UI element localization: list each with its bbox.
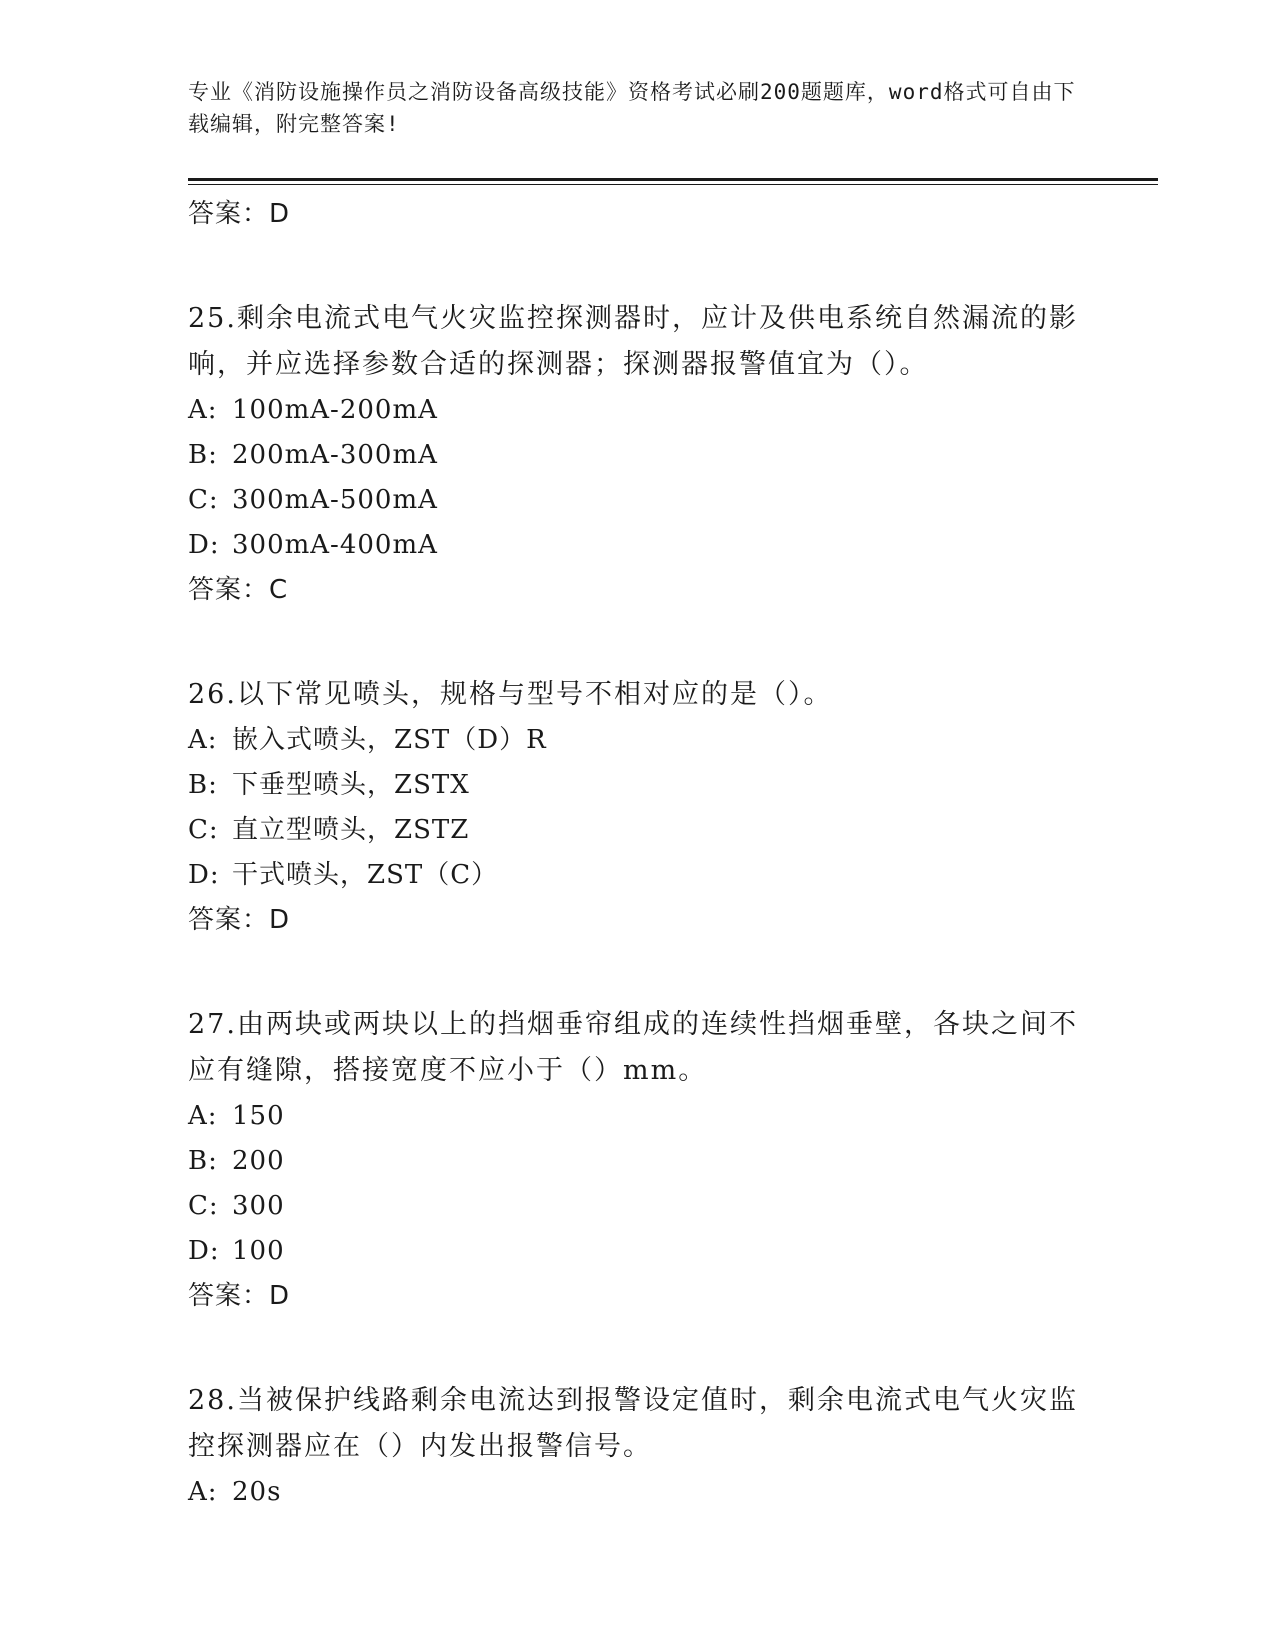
option-text: 100 — [232, 1236, 285, 1266]
option-c — [188, 478, 1088, 523]
header-rule-thin — [188, 184, 1158, 185]
question-list — [188, 192, 1088, 1515]
option-letter: D: — [188, 530, 220, 560]
option-text: 20s — [232, 1477, 282, 1507]
option-letter: A: — [188, 1101, 218, 1131]
option-letter: A: — [188, 725, 218, 755]
option-a — [188, 388, 1088, 433]
option-letter: B: — [188, 1146, 218, 1176]
option-letter: A: — [188, 395, 218, 425]
option-letter: C: — [188, 815, 219, 845]
option-letter: D: — [188, 1236, 220, 1266]
option-text: 100mA-200mA — [232, 395, 438, 425]
option-text: 干式喷头，ZST（C） — [232, 860, 499, 890]
option-letter: B: — [188, 770, 218, 800]
option-letter: D: — [188, 860, 220, 890]
question-stem: 26.以下常见喷头，规格与型号不相对应的是（）。 — [188, 679, 833, 710]
option-text: 300mA-500mA — [232, 485, 438, 515]
answer-line: 答案：C — [188, 575, 289, 605]
answer-line: 答案：D — [188, 1281, 291, 1311]
question-stem: 28.当被保护线路剩余电流达到报警设定值时，剩余电流式电气火灾监控探测器应在（）内发出报警信号。 — [188, 1385, 1078, 1462]
option-letter: C: — [188, 485, 219, 515]
question-27 — [188, 1002, 1088, 1318]
option-b — [188, 1139, 1088, 1184]
document-header: 专业《消防设施操作员之消防设备高级技能》资格考试必刷200题题库，word格式可自由下载编辑，附完整答案! — [188, 80, 1076, 136]
option-text: 300 — [232, 1191, 285, 1221]
question-25 — [188, 296, 1088, 612]
answer-line: 答案：D — [188, 905, 291, 935]
option-b — [188, 433, 1088, 478]
option-d — [188, 853, 1088, 898]
option-letter: B: — [188, 440, 218, 470]
question-stem: 27.由两块或两块以上的挡烟垂帘组成的连续性挡烟垂壁，各块之间不应有缝隙，搭接宽度不应小于（）mm。 — [188, 1009, 1078, 1086]
option-letter: C: — [188, 1191, 219, 1221]
option-c — [188, 1184, 1088, 1229]
option-text: 200mA-300mA — [232, 440, 438, 470]
option-a — [188, 1470, 1088, 1515]
question-28 — [188, 1378, 1088, 1515]
option-letter: A: — [188, 1477, 218, 1507]
option-a — [188, 1094, 1088, 1139]
option-text: 下垂型喷头，ZSTX — [232, 770, 470, 800]
option-a — [188, 718, 1088, 763]
header-rule-thick — [188, 178, 1158, 181]
option-text: 直立型喷头，ZSTZ — [232, 815, 470, 845]
option-d — [188, 523, 1088, 568]
question-26 — [188, 672, 1088, 942]
option-text: 200 — [232, 1146, 285, 1176]
option-d — [188, 1229, 1088, 1274]
option-text: 300mA-400mA — [232, 530, 438, 560]
question-stem: 25.剩余电流式电气火灾监控探测器时，应计及供电系统自然漏流的影响，并应选择参数合适的探测器；探测器报警值宜为（）。 — [188, 303, 1078, 380]
option-c — [188, 808, 1088, 853]
option-text: 嵌入式喷头，ZST（D）R — [232, 725, 547, 755]
answer-line: 答案：D — [188, 199, 291, 229]
option-text: 150 — [232, 1101, 285, 1131]
option-b — [188, 763, 1088, 808]
